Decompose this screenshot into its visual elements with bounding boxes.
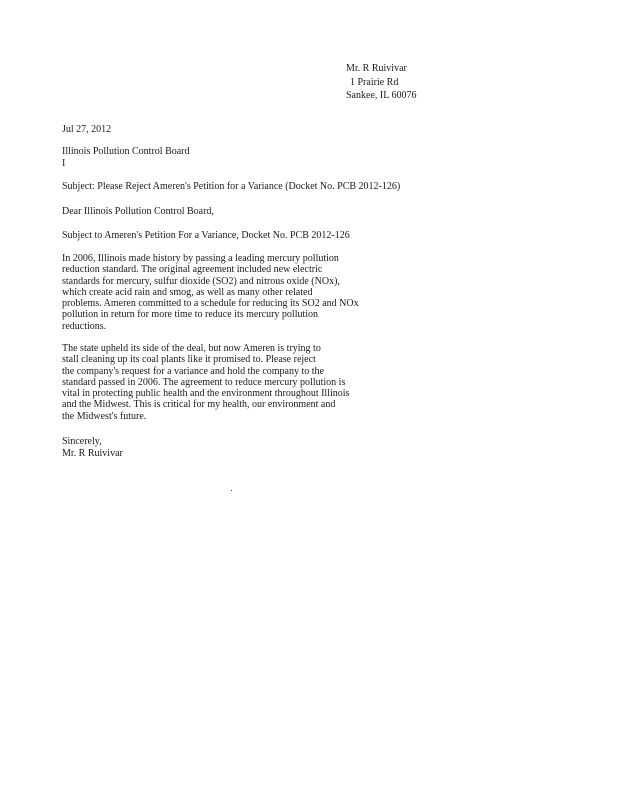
closing-block bbox=[62, 436, 382, 459]
recipient-block bbox=[62, 146, 382, 169]
subject-line: Subject: Please Reject Ameren's Petition for a Variance (Docket No. PCB 2012-126) bbox=[62, 181, 401, 192]
signature: Mr. R Ruivivar bbox=[62, 447, 123, 459]
recipient-line-2: I bbox=[62, 157, 66, 169]
recipient-name: Illinois Pollution Control Board bbox=[62, 146, 190, 157]
re-line: Subject to Ameren's Petition For a Variance, Docket No. PCB 2012-126 bbox=[62, 230, 350, 241]
paragraph-2: The state upheld its side of the deal, but now Ameren is trying to stall cleaning up its coal plants like it promised to. Please reject the company's request for a variance and hold the company to the standard passed in 2006. The agreement to reduce mercury pollution is vital in protecting public health and the environment throughout Illinois and the Midwest. This is critical for my health, our environment and the Midwest's future. bbox=[62, 343, 350, 422]
letter-date: Jul 27, 2012 bbox=[62, 124, 112, 135]
scan-speck bbox=[231, 490, 232, 491]
paragraph-1: In 2006, Illinois made history by passing a leading mercury pollution reduction standard. The original agreement included new electric standards for mercury, sulfur dioxide (SO2) and nitrous oxide (NOx), which create acid rain and smog, as well as many other related problems. Ameren committed to a schedule for reducing its SO2 and NOx pollution in return for more time to reduce its mercury pollution reductions. bbox=[62, 253, 359, 332]
closing: Sincerely, bbox=[62, 436, 102, 447]
sender-name: Mr. R Ruivivar bbox=[346, 63, 407, 74]
salutation: Dear Illinois Pollution Control Board, bbox=[62, 206, 214, 217]
sender-street: 1 Prairie Rd bbox=[350, 76, 399, 88]
sender-city: Sankee, IL 60076 bbox=[346, 90, 417, 101]
sender-address bbox=[346, 63, 416, 104]
